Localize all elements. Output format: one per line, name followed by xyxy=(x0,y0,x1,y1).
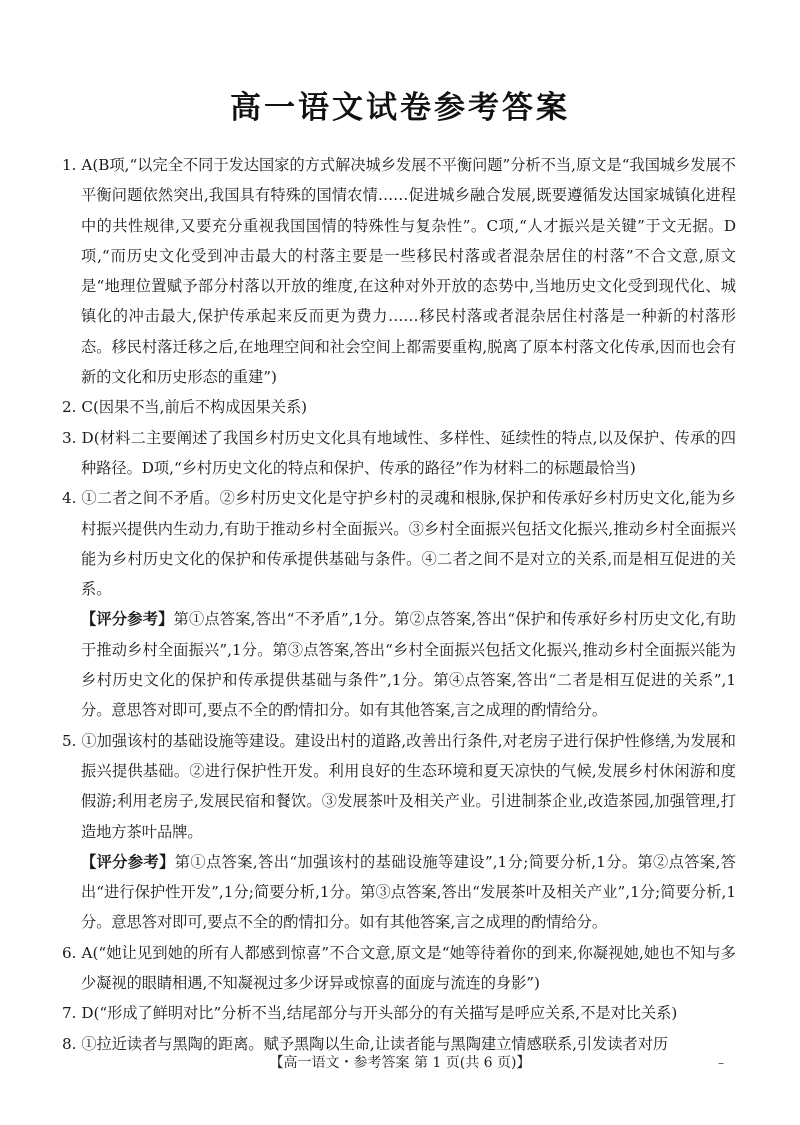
answer-6: 6. A(“她让见到她的所有人都感到惊喜”不合文意,原文是“她等待着你的到来,你凝视她,她也不知与多少凝视的眼睛相遇,不知凝视过多少讶异或惊喜的面庞与流连的身影”) xyxy=(62,943,736,993)
scoring-note-label: 【评分参考】 xyxy=(81,610,174,629)
corner-mark: – xyxy=(718,1056,724,1070)
answer-1: 1. A(B项,“以完全不同于发达国家的方式解决城乡发展不平衡问题”分析不当,原文是“我国城乡发展不平衡问题依然突出,我国具有特殊的国情农情……促进城乡融合发展,既要遵循发达国家城镇化进程中的共性规律,又要充分重视我国国情的特殊性与复杂性”。C项,“人才振兴是关键”于文无据。D项,“而历史文化受到冲击最大的村落主要是一些移民村落或者混杂居住的村落”不合文意,原文是“地理位置赋予部分村落以开放的维度,在这种对外开放的态势中,当地历史文化受到现代化、城镇化的冲击最大,保护传承起来反而更为费力……移民村落或者混杂居住村落是一种新的村落形态。移民村落迁移之后,在地理空间和社会空间上都需要重构,脱离了原本村落文化传承,因而也会有新的文化和历史形态的重建”) xyxy=(62,156,736,387)
scoring-note-label: 【评分参考】 xyxy=(81,852,175,871)
answer-8: 8. ①拉近读者与黑陶的距离。赋予黑陶以生命,让读者能与黑陶建立情感联系,引发读者对历 xyxy=(62,1034,669,1053)
answer-4: 4. ①二者之间不矛盾。②乡村历史文化是守护乡村的灵魂和根脉,保护和传承好乡村历史文化,能为乡村振兴提供内生动力,有助于推动乡村全面振兴。③乡村全面振兴包括文化振兴,推动乡村全面振兴能为乡村历史文化的保护和传承提供基础与条件。④二者之间不是对立的关系,而是相互促进的关系。 xyxy=(62,489,736,599)
answer-7: 7. D(“形成了鲜明对比”分析不当,结尾部分与开头部分的有关描写是呼应关系,不是对比关系) xyxy=(62,1004,678,1023)
answer-3: 3. D(材料二主要阐述了我国乡村历史文化具有地域性、多样性、延续性的特点,以及保护、传承的四种路径。D项,“乡村历史文化的特点和保护、传承的路径”作为材料二的标题最恰当) xyxy=(62,428,736,477)
answer-2: 2. C(因果不当,前后不构成因果关系) xyxy=(62,398,308,417)
scoring-note-4 xyxy=(62,604,736,725)
answer-5: 5. ①加强该村的基础设施等建设。建设出村的道路,改善出行条件,对老房子进行保护性修缮,为发展和振兴提供基础。②进行保护性开发。利用良好的生态环境和夏天凉快的气候,发展乡村休闲游和度假游;利用老房子,发展民宿和餐饮。③发展茶叶及相关产业。引进制茶企业,改造茶园,加强管理,打造地方茶叶品牌。 xyxy=(62,731,736,841)
page-title: 高一语文试卷参考答案 xyxy=(230,90,570,126)
answer-list xyxy=(62,150,736,1059)
scoring-note-text: 第①点答案,答出“加强该村的基础设施等建设”,1分;简要分析,1分。第②点答案,答出“进行保护性开发”,1分;简要分析,1分。第③点答案,答出“发展茶叶及相关产业”,1分;简要分析,1分。意思答对即可,要点不全的酌情扣分。如有其他答案,言之成理的酌情给分。 xyxy=(81,852,736,932)
page-footer: 【高一语文・参考答案 第 1 页(共 6 页)】 xyxy=(269,1055,531,1071)
scoring-note-5 xyxy=(62,847,736,938)
scoring-note-text: 第①点答案,答出“不矛盾”,1分。第②点答案,答出“保护和传承好乡村历史文化,有助于推动乡村全面振兴”,1分。第③点答案,答出“乡村全面振兴包括文化振兴,推动乡村全面振兴能为乡村历史文化的保护和传承提供基础与条件”,1分。第④点答案,答出“二者是相互促进的关系”,1分。意思答对即可,要点不全的酌情扣分。如有其他答案,言之成理的酌情给分。 xyxy=(81,610,736,720)
